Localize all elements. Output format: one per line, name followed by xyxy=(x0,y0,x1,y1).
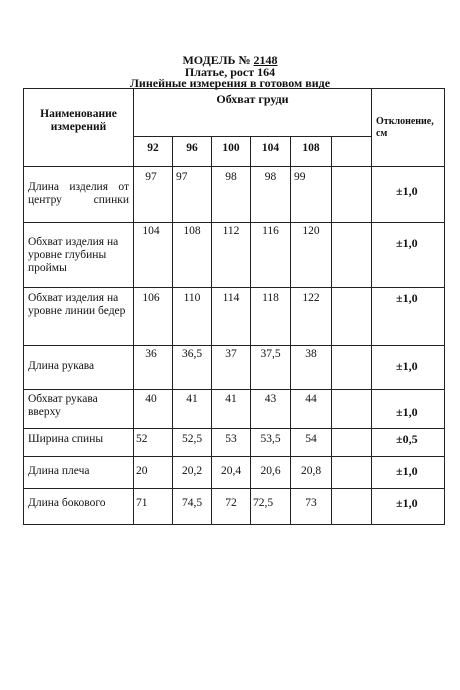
value-cell: 44 xyxy=(305,393,317,405)
value-cell: 71 xyxy=(136,497,148,509)
value-cell: 37,5 xyxy=(260,348,281,360)
value-cell: 97 xyxy=(145,171,157,183)
value-cell: 54 xyxy=(305,433,317,445)
value-cell: 74,5 xyxy=(181,497,203,509)
row-name-back-width: Ширина спины xyxy=(28,433,104,445)
size-header-100: 100 xyxy=(222,142,240,154)
size-header-96: 96 xyxy=(186,142,198,154)
deviation-value: ±1,0 xyxy=(396,236,418,250)
value-cell: 98 xyxy=(225,171,237,183)
size-header-104: 104 xyxy=(261,142,280,154)
value-cell: 53 xyxy=(225,433,237,445)
deviation-value: ±1,0 xyxy=(396,496,418,510)
value-cell: 97 xyxy=(176,171,188,183)
row-name-sleeve-length: Длина рукава xyxy=(28,360,95,372)
value-cell: 20,2 xyxy=(181,465,203,477)
value-cell: 72 xyxy=(225,497,237,509)
measurement-name-header: Наименование измерений xyxy=(40,108,117,133)
value-cell: 53,5 xyxy=(260,433,281,445)
size-header-92: 92 xyxy=(147,142,159,154)
row-name-shoulder-length: Длина плеча xyxy=(28,465,90,477)
row-name-hip-girth: Обхват изделия на уровне линии бедер xyxy=(28,292,126,317)
deviation-value: ±1,0 xyxy=(396,464,418,478)
deviation-value: ±1,0 xyxy=(396,359,418,373)
deviation-value: ±1,0 xyxy=(396,291,418,305)
value-cell: 20,8 xyxy=(300,465,322,477)
value-cell: 37 xyxy=(225,348,237,360)
value-cell: 120 xyxy=(302,225,320,237)
value-cell: 108 xyxy=(183,225,201,237)
deviation-header: Отклонение, см xyxy=(376,116,434,139)
row-name-side-length: Длина бокового xyxy=(28,497,106,509)
row-name-upper-sleeve-girth: Обхват рукава вверху xyxy=(28,393,98,418)
value-cell: 122 xyxy=(302,292,320,304)
value-cell: 72,5 xyxy=(253,497,274,509)
model-label: МОДЕЛЬ № xyxy=(182,53,251,67)
value-cell: 20,4 xyxy=(220,465,242,477)
value-cell: 98 xyxy=(264,171,277,183)
chest-girth-header: Обхват груди xyxy=(216,92,289,106)
model-number: 2148 xyxy=(253,53,278,67)
size-header-108: 108 xyxy=(302,142,320,154)
value-cell: 41 xyxy=(225,393,237,405)
value-cell: 52 xyxy=(136,433,148,445)
value-cell: 112 xyxy=(222,225,240,237)
row-name-back-length: Длина изделия от центру спинки xyxy=(28,181,129,206)
value-cell: 36,5 xyxy=(181,348,203,360)
value-cell: 41 xyxy=(186,393,198,405)
value-cell: 114 xyxy=(222,292,240,304)
value-cell: 73 xyxy=(305,497,317,509)
value-cell: 104 xyxy=(142,225,160,237)
deviation-value: ±1,0 xyxy=(396,405,418,419)
value-cell: 52,5 xyxy=(181,433,203,445)
value-cell: 20 xyxy=(136,465,148,477)
value-cell: 106 xyxy=(142,292,160,304)
row-name-armhole-girth: Обхват изделия на уровне глубины проймы xyxy=(28,236,119,274)
value-cell: 43 xyxy=(264,393,277,405)
value-cell: 38 xyxy=(305,348,317,360)
deviation-value: ±0,5 xyxy=(396,432,418,446)
value-cell: 36 xyxy=(145,348,157,360)
deviation-value: ±1,0 xyxy=(396,184,418,198)
value-cell: 110 xyxy=(183,292,201,304)
product-title: Платье, рост 164 xyxy=(184,65,276,79)
value-cell: 20,6 xyxy=(260,465,281,477)
value-cell: 40 xyxy=(145,393,157,405)
value-cell: 118 xyxy=(262,292,279,304)
value-cell: 116 xyxy=(262,225,279,237)
table-subtitle: Линейные измерения в готовом виде xyxy=(129,76,331,90)
value-cell: 99 xyxy=(294,171,306,183)
